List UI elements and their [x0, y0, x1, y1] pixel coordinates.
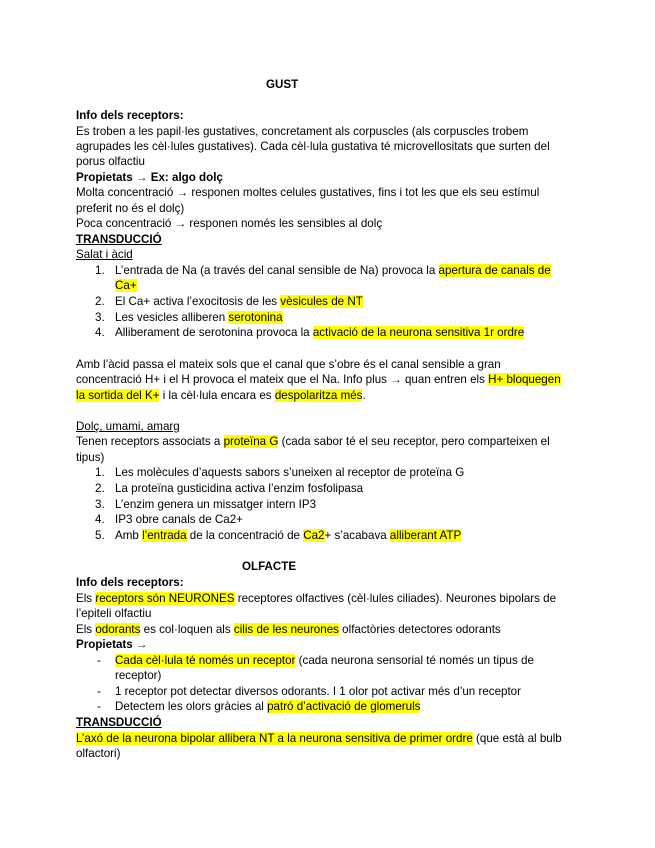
list-item: Les molècules d’aquests sabors s’uneixen al receptor de proteïna G	[115, 466, 465, 479]
text: (cada neurona sensorial té només un tipus de	[295, 654, 534, 667]
olfacte-transduccio-heading: TRANSDUCCIÓ	[76, 716, 162, 729]
text: Els	[76, 592, 96, 605]
olfacte-info-heading: Info dels receptors:	[76, 576, 184, 589]
highlight: serotonina	[228, 311, 283, 324]
acid-line-3	[76, 388, 366, 403]
highlight: proteïna G	[223, 435, 279, 448]
olfacte-transduccio-line-2: olfactori)	[76, 747, 121, 760]
list-item-continuation	[115, 278, 137, 293]
olfacte-transduccio-line-1	[76, 731, 562, 746]
highlight: activació de la neurona sensitiva 1r ordre	[312, 326, 525, 339]
text: Tenen receptors associats a	[76, 435, 224, 448]
list-number: 4.	[95, 326, 105, 339]
gust-props-line-3: Poca concentració → responen només les sensibles al dolç	[76, 217, 383, 230]
gust-props-line-2: preferit no és el dolç)	[76, 202, 185, 215]
item-text: Alliberament de serotonina provoca la	[115, 326, 313, 339]
item-text: Les vesicles alliberen	[115, 311, 229, 324]
text: + s’acabava	[324, 529, 390, 542]
item-text: El Ca+ activa l’exocitosis de les	[115, 295, 281, 308]
list-item	[115, 653, 534, 668]
bullet-dash: -	[97, 654, 101, 667]
highlight: despolaritza més	[274, 389, 363, 402]
highlight: apertura de canals de	[438, 264, 551, 277]
highlight: L’axó de la neurona bipolar allibera NT a la neurona sensitiva de primer ordre	[76, 732, 473, 745]
list-number: 3.	[95, 311, 105, 324]
list-item	[115, 699, 420, 714]
gust-info-line-2: agrupades les cèl·lules gustatives). Cada cèl·lula gustativa té microvellositats que surten del	[76, 140, 550, 153]
list-item	[115, 528, 461, 543]
list-number: 3.	[95, 498, 105, 511]
list-number: 1.	[95, 264, 105, 277]
bullet-dash: -	[97, 700, 101, 713]
text: (cada sabor té el seu receptor, pero comparteixen el	[278, 435, 550, 448]
highlight: receptors són NEURONES	[95, 592, 235, 605]
list-item: La proteïna gusticidina activa l’enzim fosfolipasa	[115, 482, 364, 495]
dolc-heading: Dolç, umami, amarg	[76, 420, 180, 433]
list-number: 1.	[95, 466, 105, 479]
list-number: 2.	[95, 482, 105, 495]
olfacte-line-2: l’epiteli olfactiu	[76, 607, 152, 620]
olfacte-props-heading: Propietats →	[76, 638, 148, 651]
text: de la concentració de	[186, 529, 304, 542]
highlight: Ca2	[303, 529, 325, 542]
highlight: alliberant ATP	[389, 529, 462, 542]
list-number: 5.	[95, 529, 105, 542]
highlight: patró d’activació de glomeruls	[267, 700, 421, 713]
list-item-continuation: receptor)	[115, 669, 162, 682]
text: .	[362, 389, 366, 402]
acid-line-1: Amb l’àcid passa el mateix sols que el canal que s’obre és el canal sensible a gran	[76, 358, 501, 371]
text: Amb	[115, 529, 143, 542]
gust-info-line-3: porus olfactiu	[76, 155, 145, 168]
gust-transduccio-heading: TRANSDUCCIÓ	[76, 233, 162, 246]
text: Els	[76, 623, 96, 636]
highlight: odorants	[95, 623, 141, 636]
highlight: cilis de les neurones	[233, 623, 339, 636]
highlight: H+ bloquegen	[488, 373, 561, 386]
highlight: vèsicules de NT	[280, 295, 363, 308]
text: (que està al bulb	[472, 732, 562, 745]
highlight: Cada cèl·lula té només un receptor	[115, 654, 296, 667]
acid-line-2	[76, 372, 561, 387]
item-text: L’entrada de Na (a través del canal sensible de Na) provoca la	[115, 264, 439, 277]
gust-props-line-1: Molta concentració → responen moltes celules gustatives, fins i tot les que els seu estímul	[76, 186, 540, 199]
text: olfactòries detectores odorants	[338, 623, 501, 636]
text: concentració H+ i el H provoca el mateix que el Na. Info plus → quan entren els	[76, 373, 489, 386]
highlight: l’entrada	[142, 529, 187, 542]
text: i la cèl·lula encara es	[159, 389, 275, 402]
list-item	[115, 310, 283, 325]
list-item	[115, 325, 524, 340]
gust-info-line-1: Es troben a les papil·les gustatives, concretament als corpuscles (als corpuscles trobem	[76, 125, 529, 138]
section-title-olfacte: OLFACTE	[242, 560, 297, 573]
dolc-line-1	[76, 434, 550, 449]
salat-acid-heading: Salat i àcid	[76, 248, 133, 261]
list-item: IP3 obre canals de Ca2+	[115, 513, 243, 526]
dolc-line-2: tipus)	[76, 451, 105, 464]
text: es col·loquen als	[140, 623, 234, 636]
section-title-gust: GUST	[266, 78, 299, 91]
list-number: 2.	[95, 295, 105, 308]
list-item	[115, 263, 551, 278]
highlight: la sortida del K+	[76, 389, 160, 402]
list-item: 1 receptor pot detectar diversos odorants. I 1 olor pot activar més d’un receptor	[115, 685, 521, 698]
highlight: Ca+	[115, 279, 137, 292]
text: Detectem les olors gràcies al	[115, 700, 268, 713]
list-number: 4.	[95, 513, 105, 526]
gust-info-heading: Info dels receptors:	[76, 109, 184, 122]
bullet-dash: -	[97, 685, 101, 698]
text: receptores olfactives (cèl·lules ciliades). Neurones bipolars de	[234, 592, 557, 605]
list-item: L’enzim genera un missatger intern IP3	[115, 498, 317, 511]
olfacte-line-3	[76, 622, 501, 637]
list-item	[115, 294, 363, 309]
olfacte-line-1	[76, 591, 556, 606]
gust-props-heading: Propietats → Ex: algo dolç	[76, 171, 223, 184]
